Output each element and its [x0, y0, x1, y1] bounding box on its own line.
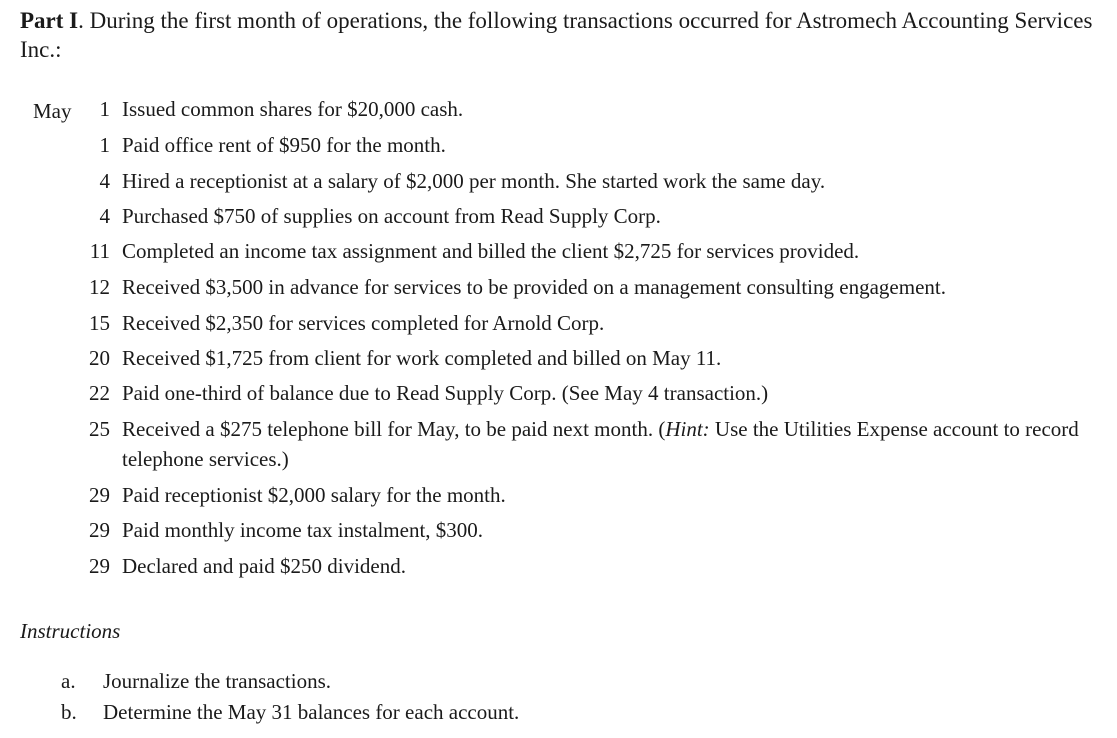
transaction-row [70, 480, 1110, 511]
transaction-day: 25 [89, 417, 110, 441]
part-heading-text: . During the first month of operations, the following transactions occurred for Astromech Accounting Services Inc.: [20, 8, 1093, 62]
transaction-row [70, 378, 1110, 409]
transaction-text: Received $1,725 from client for work completed and billed on May 11. [122, 346, 722, 370]
transaction-day: 15 [89, 311, 110, 335]
transaction-row [70, 130, 1110, 161]
instruction-letter: a. [61, 669, 76, 693]
transaction-row [70, 236, 1110, 267]
month-label: May [33, 99, 72, 123]
transaction-row [70, 308, 1110, 339]
transaction-day: 4 [99, 169, 110, 193]
transaction-text-before: Received a $275 telephone bill for May, to be paid next month. ( [122, 417, 666, 441]
transaction-row [70, 515, 1110, 546]
transaction-text: Hired a receptionist at a salary of $2,000 per month. She started work the same day. [122, 169, 826, 193]
transaction-text: Paid receptionist $2,000 salary for the month. [122, 483, 506, 507]
transaction-row [70, 272, 1110, 303]
hint-label: Hint: [665, 417, 710, 441]
instruction-item [61, 667, 331, 695]
transaction-day: 29 [89, 554, 110, 578]
transaction-text: Paid monthly income tax instalment, $300. [122, 518, 484, 542]
instruction-letter: b. [61, 700, 77, 724]
transaction-day: 20 [89, 346, 110, 370]
transaction-text [110, 414, 1110, 474]
transaction-day: 11 [89, 239, 110, 263]
transaction-text: Received $3,500 in advance for services to be provided on a management consulting engagement. [122, 275, 946, 299]
transaction-row [70, 201, 1110, 232]
transaction-text: Paid office rent of $950 for the month. [122, 133, 446, 157]
transaction-day: 29 [89, 518, 110, 542]
transaction-text: Completed an income tax assignment and billed the client $2,725 for services provided. [122, 239, 860, 263]
instructions-title: Instructions [20, 619, 121, 643]
transaction-row [70, 414, 1110, 474]
instruction-item [61, 698, 519, 726]
transaction-row [70, 94, 1110, 125]
transaction-text: Paid one-third of balance due to Read Supply Corp. (See May 4 transaction.) [122, 381, 769, 405]
transaction-text: Issued common shares for $20,000 cash. [122, 97, 464, 121]
transaction-row [70, 166, 1110, 197]
transaction-row [70, 551, 1110, 582]
transaction-text: Declared and paid $250 dividend. [122, 554, 406, 578]
transaction-text: Purchased $750 of supplies on account from Read Supply Corp. [122, 204, 661, 228]
transaction-day: 1 [99, 133, 110, 157]
transaction-row [70, 343, 1110, 374]
instruction-text: Determine the May 31 balances for each account. [103, 700, 520, 724]
transaction-text: Received $2,350 for services completed for Arnold Corp. [122, 311, 605, 335]
transaction-text-after: Use the Utilities Expense account to record telephone services.) [122, 417, 1079, 471]
part-heading [20, 6, 1100, 64]
instruction-text: Journalize the transactions. [103, 669, 332, 693]
transaction-day: 1 [99, 97, 110, 121]
transaction-day: 12 [89, 275, 110, 299]
transaction-day: 4 [99, 204, 110, 228]
part-label: Part I [20, 8, 79, 33]
transaction-day: 22 [89, 381, 110, 405]
transaction-day: 29 [89, 483, 110, 507]
